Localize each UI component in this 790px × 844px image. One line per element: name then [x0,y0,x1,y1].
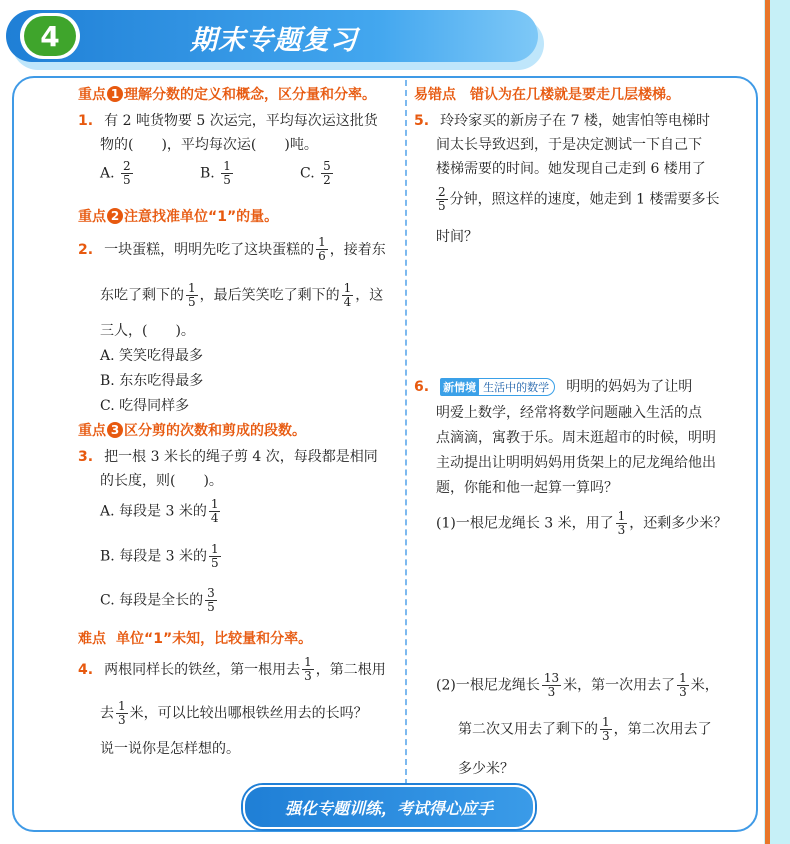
question-text: ，这 [355,287,384,304]
question-1-option-c [300,160,335,187]
question-5-line4 [434,186,719,213]
fraction-numerator: 1 [318,235,326,249]
key-text: 注意找准单位“1”的量。 [124,209,279,225]
question-number: 5. [414,113,430,129]
fraction-numerator: 2 [438,185,446,199]
question-4-line2 [100,700,368,727]
question-2-option-a: A. 笑笑吃得最多 [100,348,204,364]
fraction [186,282,198,309]
fraction-denominator: 2 [323,173,331,187]
option-text: C. 每段是全长的 [100,592,204,609]
side-line [765,0,770,844]
key-number-circle: 1 [107,86,123,102]
fraction-denominator: 3 [602,729,610,743]
question-4 [78,656,386,683]
question-1-line2: 物的( )，平均每次运( )吨。 [100,137,318,153]
page-title: 期末专题复习 [190,25,358,56]
fraction-numerator: 1 [223,159,231,173]
fraction-numerator: 2 [123,159,131,173]
fraction-denominator: 3 [304,669,312,683]
question-text: ，第二根用 [315,662,386,678]
option-label: A. [100,165,115,182]
question-6-line3: 点滴滴，寓教于乐。周末逛超市的时候，明明 [436,430,716,446]
question-text: 东吃了剩下的 [100,287,184,304]
question-5-line5: 时间？ [436,229,478,245]
question-number: 6. [414,379,430,395]
key-number-circle: 2 [107,208,123,224]
fraction [205,587,217,614]
question-text: ，最后笑笑吃了剩下的 [199,287,340,304]
question-number: 2. [78,242,94,258]
question-1-option-b [200,160,235,187]
question-text: 一块蛋糕，明明先吃了这块蛋糕的 [104,242,315,258]
question-text: (2)一根尼龙绳长 [436,677,540,694]
question-6 [414,376,692,396]
key-label: 易错点 [414,87,456,103]
tag-new: 新情境 [440,378,479,396]
fraction-numerator: 1 [210,497,219,511]
fraction-denominator: 5 [211,556,219,570]
fraction [316,236,328,263]
key-label: 难点 [78,631,106,647]
question-5 [414,110,710,130]
new-context-tag [440,376,555,395]
chapter-number-badge [20,13,80,59]
fraction-denominator: 3 [679,685,687,699]
question-text: 米，第一次用去了 [563,677,676,694]
fraction-denominator: 5 [207,600,215,614]
fraction [321,160,333,187]
fraction [121,160,133,187]
error-prone-point [414,84,680,104]
key-text: 错认为在几楼就是要走几层楼梯。 [470,87,680,103]
column-divider [405,80,407,805]
option-text: A. 每段是 3 米的 [100,503,207,520]
fraction-numerator: 1 [118,699,126,713]
question-3-option-c [100,587,219,614]
fraction-denominator: 5 [223,173,231,187]
question-2-line3: 三人，( )。 [100,323,195,339]
fraction [436,186,448,213]
question-text: 玲玲家买的新房子在 7 楼，她害怕等电梯时 [440,113,710,129]
question-6-part-2-line3: 多少米？ [458,761,514,777]
question-text: ，第二次用去了 [613,721,712,738]
fraction-numerator: 1 [679,671,687,685]
question-text: 去 [100,705,114,722]
question-2-option-b: B. 东东吃得最多 [100,373,204,389]
question-2-line2 [100,282,383,309]
key-number-circle: 3 [107,422,123,438]
question-2-option-c: C. 吃得同样多 [100,398,190,414]
key-text: 区分剪的次数和剪成的段数。 [124,423,306,439]
fraction-numerator: 1 [617,509,626,523]
fraction [600,716,612,743]
question-3-line2: 的长度，则( )。 [100,473,223,489]
fraction-numerator: 1 [188,281,196,295]
question-text: 有 2 吨货物要 5 次运完，平均每次运这批货 [104,113,378,129]
fraction-denominator: 6 [318,249,326,263]
fraction-numerator: 1 [602,715,610,729]
question-number: 3. [78,449,94,465]
key-point-1 [78,84,376,104]
question-3-option-a [100,498,222,525]
fraction-numerator: 1 [304,655,312,669]
question-1-option-a [100,160,135,187]
question-text: 把一根 3 米长的绳子剪 4 次，每段都是相同 [104,449,378,465]
fraction [342,282,354,309]
chapter-number: 4 [24,16,76,56]
fraction [116,700,128,727]
footer-slogan: 强化专题训练，考试得心应手 [243,785,535,829]
fraction-denominator: 5 [188,295,196,309]
question-text: 明明的妈妈为了让明 [566,379,693,395]
fraction [677,672,689,699]
key-text: 理解分数的定义和概念，区分量和分率。 [124,87,376,103]
fraction-numerator: 5 [323,159,331,173]
key-label: 重点 [78,209,106,225]
option-label: B. [200,165,215,182]
question-text: 两根同样长的铁丝，第一根用去 [104,662,301,678]
fraction-numerator: 13 [543,671,560,685]
fraction [302,656,314,683]
question-text: 米，可以比较出哪根铁丝用去的长吗？ [129,705,368,722]
fraction-denominator: 5 [438,199,446,213]
question-6-part-2-line2 [458,716,712,743]
question-6-part-2 [436,672,719,699]
question-text: 米， [690,677,719,694]
question-text: ，还剩多少米？ [629,515,728,532]
key-label: 重点 [78,87,106,103]
fraction-denominator: 5 [123,173,131,187]
difficult-point [78,628,312,648]
option-text: B. 每段是 3 米的 [100,548,207,565]
fraction [616,510,628,537]
question-3 [78,446,378,466]
header-banner [0,10,540,66]
tag-life-math: 生活中的数学 [477,378,555,396]
question-6-line4: 主动提出让明明妈妈用货架上的尼龙绳给他出 [436,455,716,471]
fraction-numerator: 3 [207,586,215,600]
question-4-line3: 说一说你是怎样想的。 [100,741,240,757]
fraction-denominator: 3 [118,713,126,727]
question-5-line2: 间太长导致迟到，于是决定测试一下自己下 [436,137,702,153]
question-number: 1. [78,113,94,129]
question-number: 4. [78,662,94,678]
fraction [221,160,233,187]
question-3-option-b [100,543,223,570]
fraction-denominator: 4 [210,511,219,525]
fraction-numerator: 1 [343,281,352,295]
fraction [209,498,221,525]
fraction [542,672,561,699]
fraction-denominator: 4 [343,295,352,309]
option-label: C. [300,165,315,182]
fraction-denominator: 3 [617,523,626,537]
question-6-part-1 [436,510,727,537]
key-point-3 [78,420,306,440]
question-text: 分钟，照这样的速度，她走到 1 楼需要多长 [449,191,720,208]
question-6-line2: 明爱上数学，经常将数学问题融入生活的点 [436,405,702,421]
question-text: 第二次又用去了剩下的 [458,721,598,738]
key-point-2 [78,206,278,226]
question-text: ，接着东 [329,242,386,258]
key-text: 单位“1”未知，比较量和分率。 [116,631,313,647]
fraction [209,543,221,570]
question-1 [78,110,378,130]
question-2 [78,236,386,263]
question-text: (1)一根尼龙绳长 3 米，用了 [436,515,614,532]
question-5-line3: 楼梯需要的时间。她发现自己走到 6 楼用了 [436,161,706,177]
fraction-denominator: 3 [547,685,556,699]
question-6-line5: 题，你能和他一起算一算吗？ [436,480,618,496]
fraction-numerator: 1 [211,542,219,556]
key-label: 重点 [78,423,106,439]
